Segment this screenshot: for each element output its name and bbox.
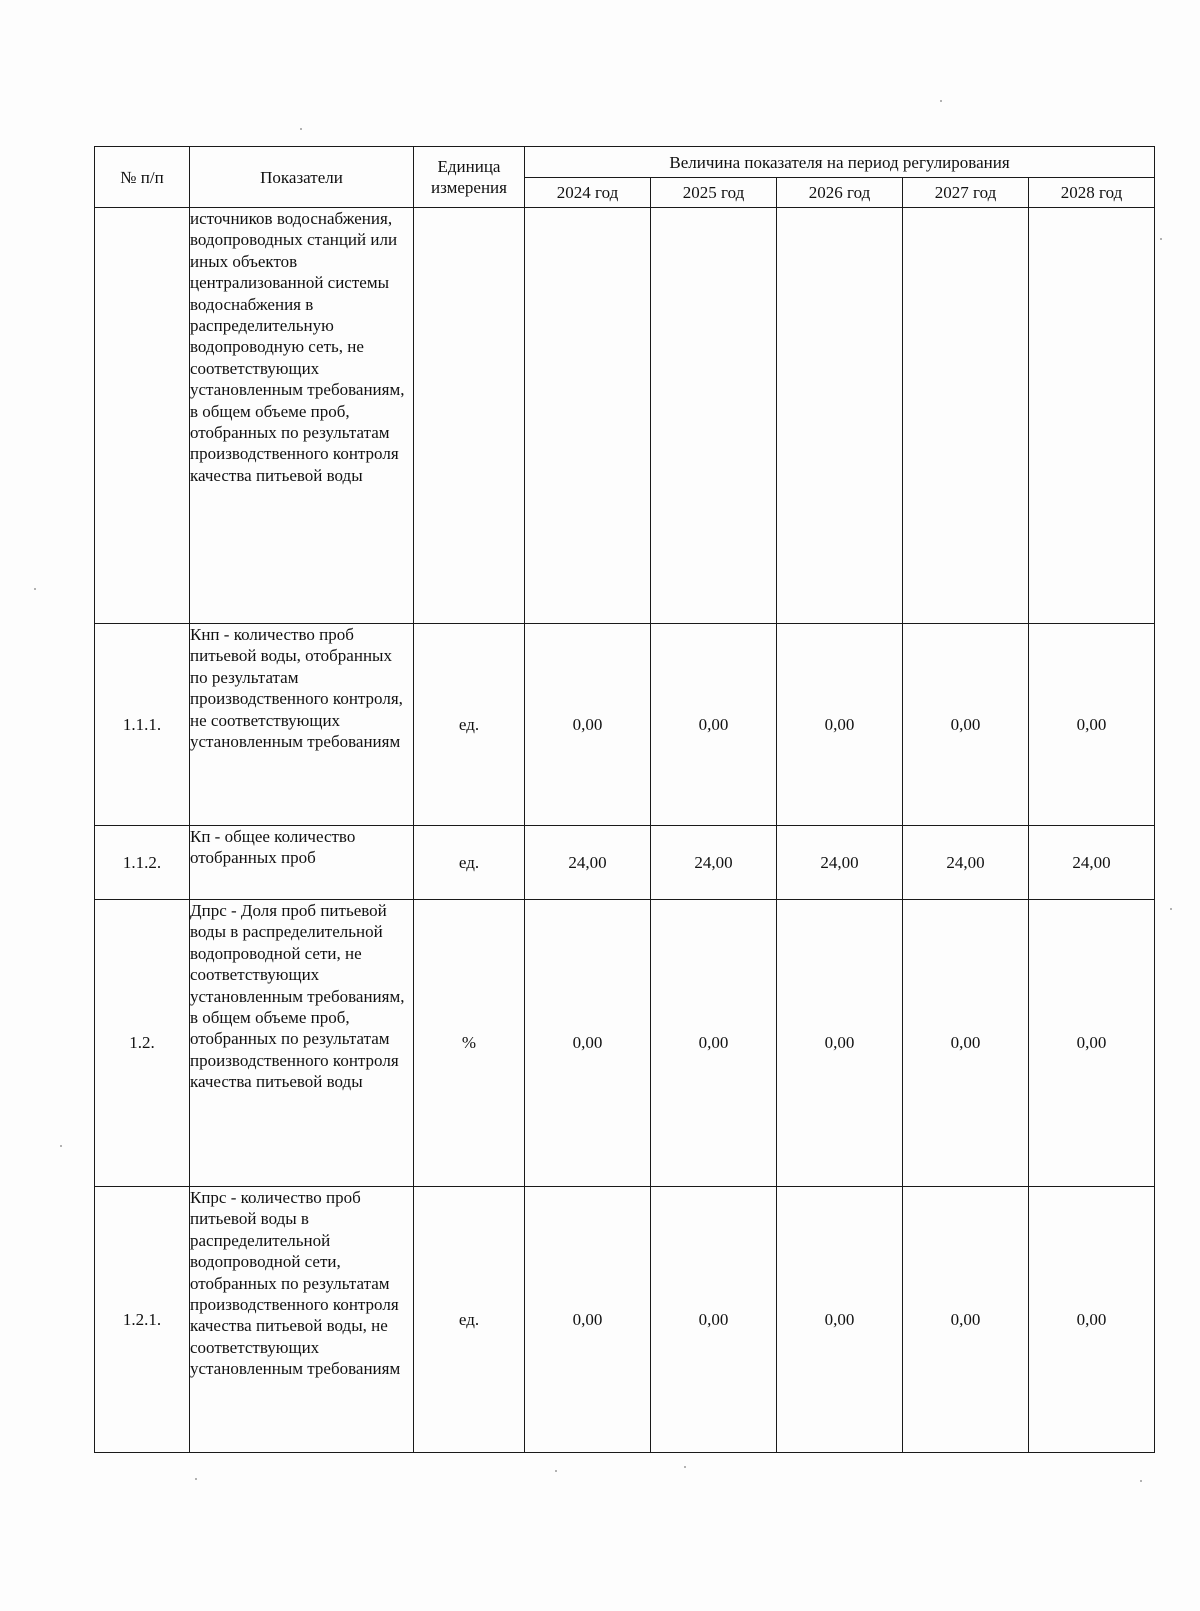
row-number: 1.2.1. [95, 1187, 190, 1453]
row-value: 0,00 [777, 1187, 903, 1453]
header-year: 2028 год [1029, 178, 1155, 208]
scan-speck [60, 1145, 62, 1147]
row-number: 1.2. [95, 900, 190, 1187]
row-number: 1.1.2. [95, 826, 190, 900]
scan-speck [1140, 1480, 1142, 1482]
indicators-table [94, 146, 1155, 1453]
row-value: 24,00 [651, 826, 777, 900]
header-year: 2026 год [777, 178, 903, 208]
row-value [651, 208, 777, 624]
row-value: 0,00 [903, 1187, 1029, 1453]
row-value: 0,00 [651, 624, 777, 826]
header-period: Величина показателя на период регулирования [525, 147, 1155, 178]
row-value [777, 208, 903, 624]
row-indicator: Кнп - количество проб питьевой воды, отобранных по результатам производственного контроля, не соответствующих установленным требованиям [190, 624, 414, 826]
row-indicator: источников водоснабжения, водопроводных станций или иных объектов централизованной системы водоснабжения в распределительную водопроводную сеть, не соответствующих установленным требованиям, в общем объеме проб, отобранных по результатам производственного контроля качества питьевой воды [190, 208, 414, 624]
scan-speck [940, 100, 942, 102]
row-unit: ед. [414, 1187, 525, 1453]
row-value: 24,00 [525, 826, 651, 900]
header-num: № п/п [95, 147, 190, 208]
row-value: 0,00 [777, 624, 903, 826]
row-value: 0,00 [1029, 1187, 1155, 1453]
header-year: 2025 год [651, 178, 777, 208]
row-indicator: Кпрс - количество проб питьевой воды в распределительной водопроводной сети, отобранных по результатам производственного контроля качества питьевой воды, не соответствующих установленным требованиям [190, 1187, 414, 1453]
table-row [95, 826, 1155, 900]
header-unit-line1: Единица [437, 157, 501, 176]
row-value: 0,00 [525, 624, 651, 826]
row-value: 0,00 [903, 624, 1029, 826]
row-value: 24,00 [1029, 826, 1155, 900]
row-value: 0,00 [525, 900, 651, 1187]
row-value [903, 208, 1029, 624]
header-year: 2024 год [525, 178, 651, 208]
row-value: 0,00 [1029, 900, 1155, 1187]
table-row [95, 1187, 1155, 1453]
header-year: 2027 год [903, 178, 1029, 208]
scan-speck [1170, 908, 1172, 910]
row-number: 1.1.1. [95, 624, 190, 826]
header-row-top [95, 147, 1155, 178]
table-row [95, 900, 1155, 1187]
row-number [95, 208, 190, 624]
scan-speck [34, 588, 36, 590]
header-unit-line2: измерения [431, 178, 507, 197]
scan-speck [555, 1470, 557, 1472]
row-value: 0,00 [525, 1187, 651, 1453]
table-row [95, 624, 1155, 826]
row-value: 0,00 [651, 1187, 777, 1453]
row-value: 0,00 [903, 900, 1029, 1187]
scan-speck [195, 1478, 197, 1480]
header-indicator: Показатели [190, 147, 414, 208]
row-unit: ед. [414, 826, 525, 900]
scan-speck [684, 1466, 686, 1468]
row-unit: % [414, 900, 525, 1187]
row-unit [414, 208, 525, 624]
row-value: 0,00 [1029, 624, 1155, 826]
row-value [525, 208, 651, 624]
scan-speck [1160, 238, 1162, 240]
row-value: 24,00 [903, 826, 1029, 900]
table-row [95, 208, 1155, 624]
row-value: 0,00 [777, 900, 903, 1187]
scan-speck [300, 128, 302, 130]
row-indicator: Кп - общее количество отобранных проб [190, 826, 414, 900]
row-value: 24,00 [777, 826, 903, 900]
row-value: 0,00 [651, 900, 777, 1187]
header-unit [414, 147, 525, 208]
row-indicator: Дпрс - Доля проб питьевой воды в распределительной водопроводной сети, не соответствующих установленным требованиям, в общем объеме проб, отобранных по результатам производственного контроля качества питьевой воды [190, 900, 414, 1187]
row-unit: ед. [414, 624, 525, 826]
row-value [1029, 208, 1155, 624]
